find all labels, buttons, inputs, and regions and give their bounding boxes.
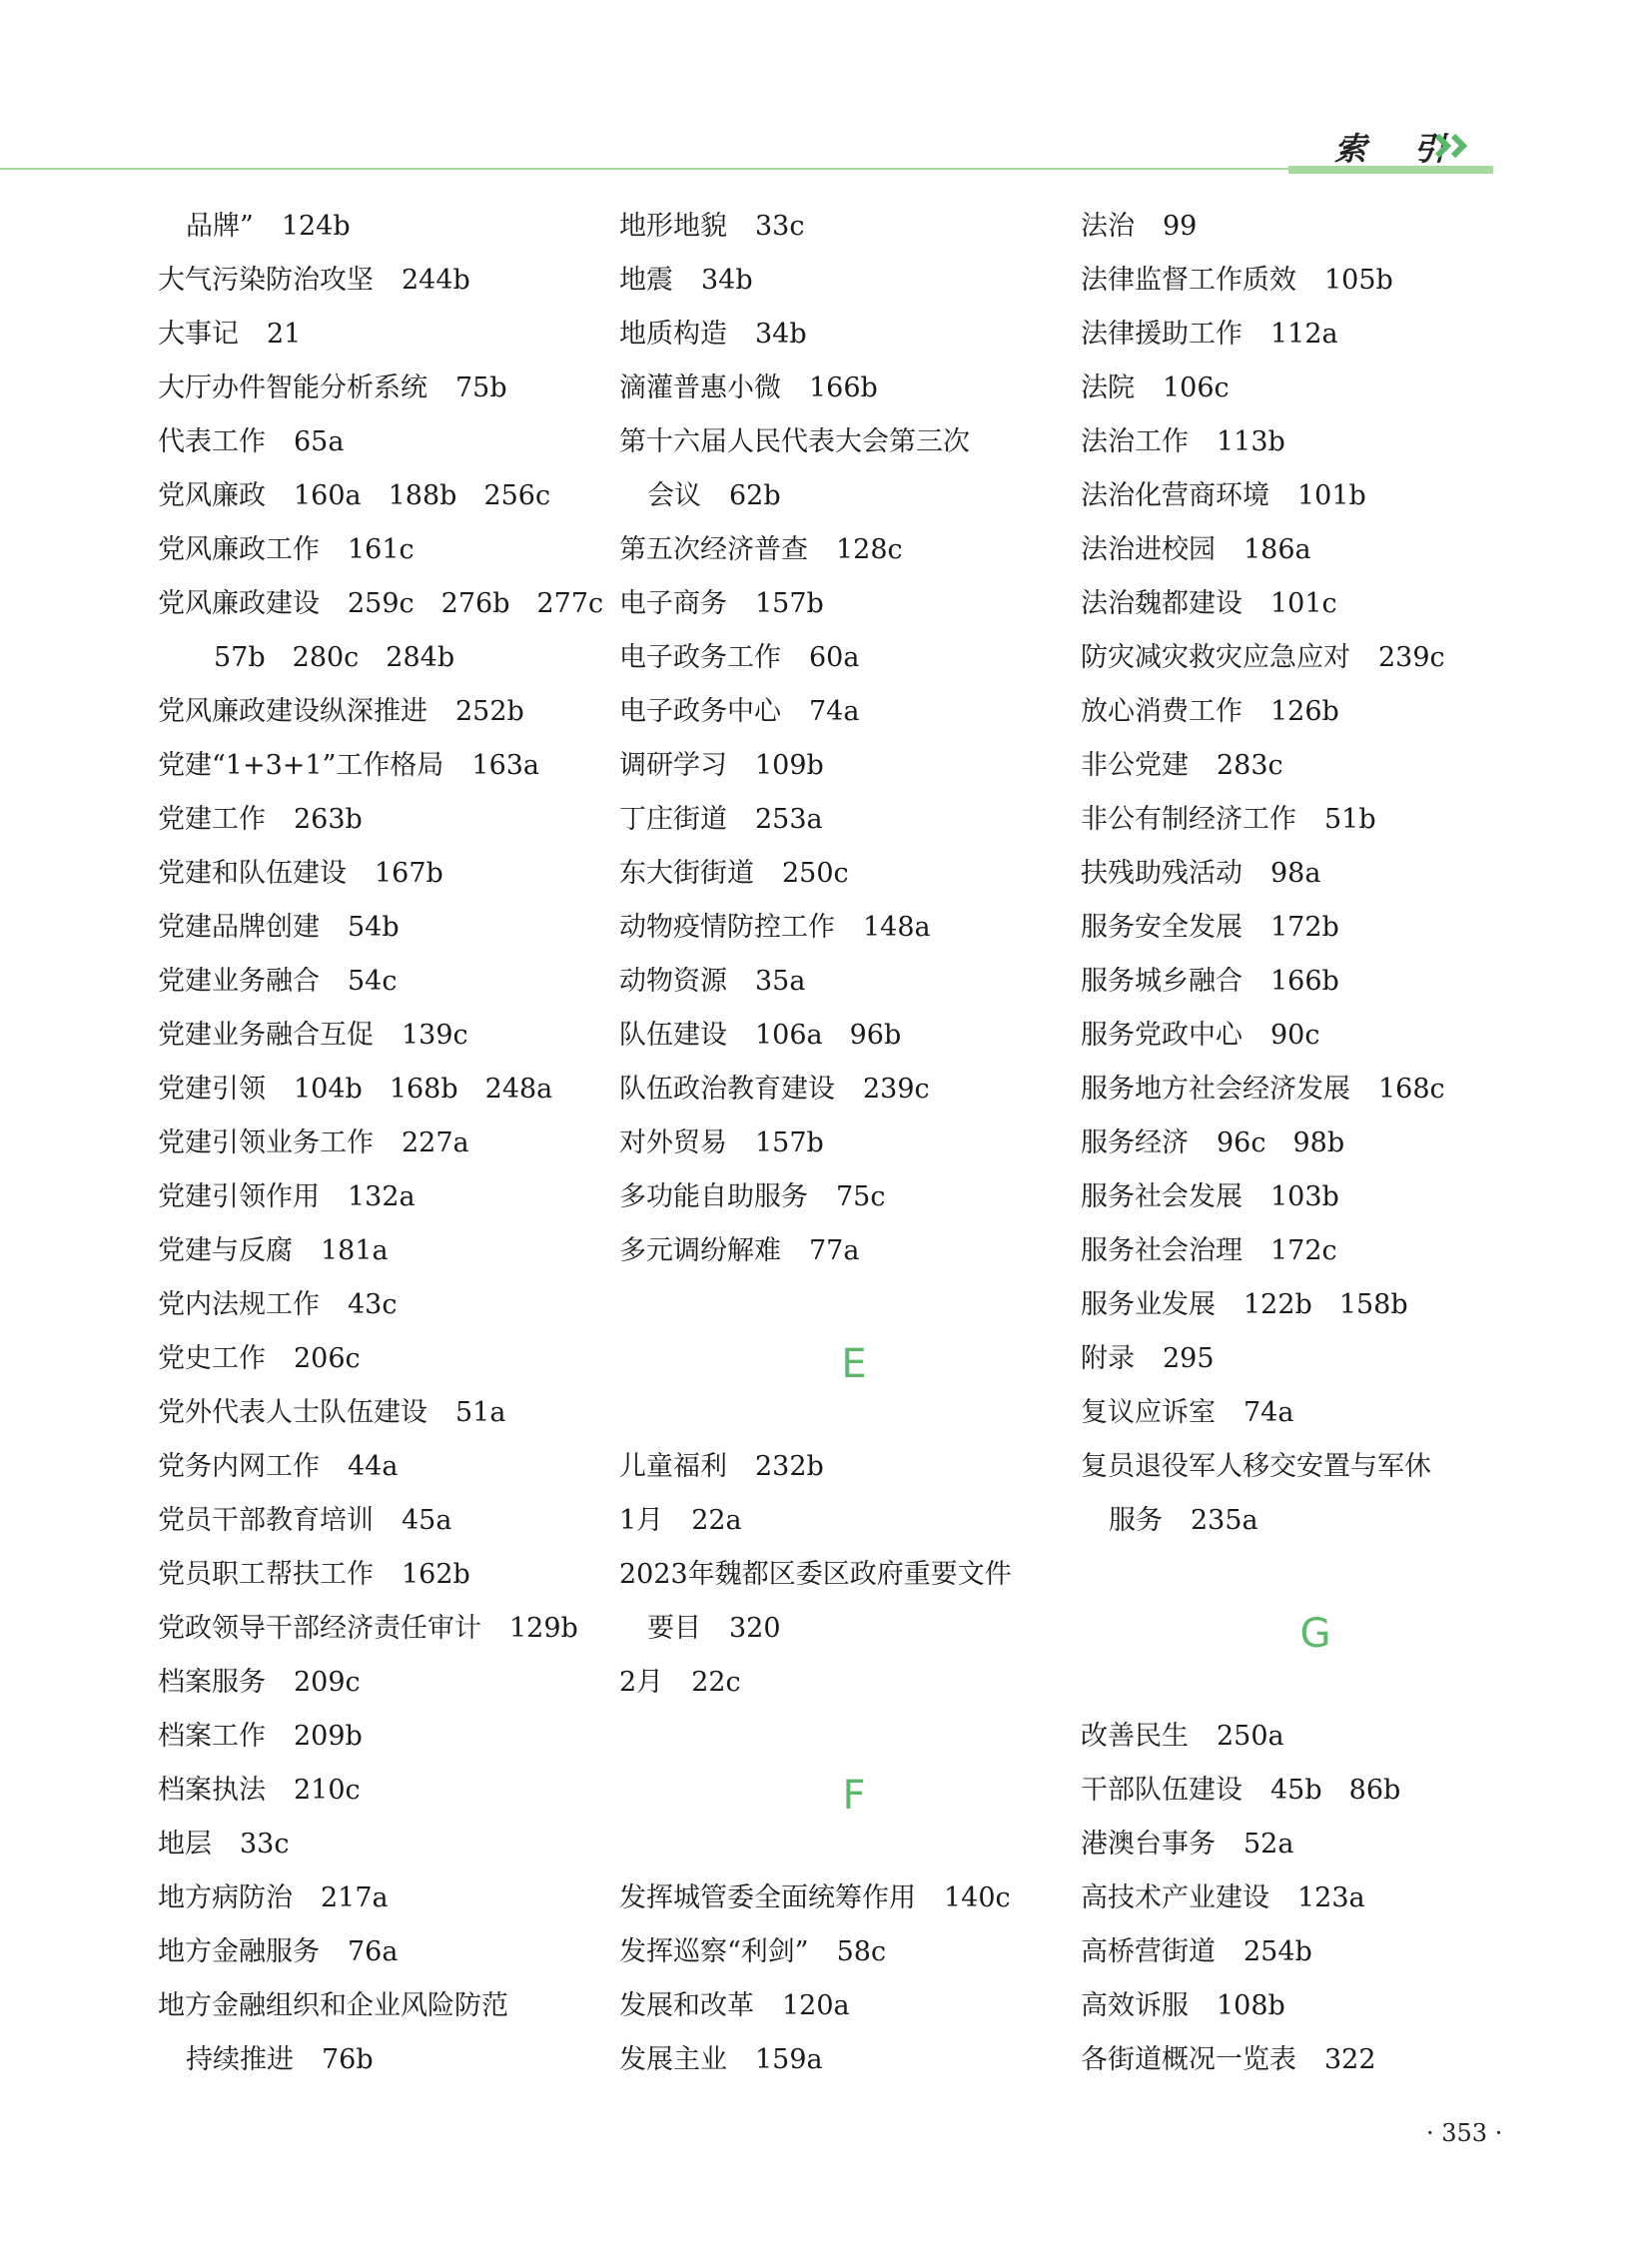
index-entry	[1081, 798, 1550, 852]
index-term: 地方金融组织和企业风险防范	[158, 1990, 508, 2021]
index-entry	[1081, 420, 1550, 474]
index-entry	[1081, 744, 1550, 798]
index-term: 大厅办件智能分析系统	[158, 373, 427, 403]
index-entry	[619, 744, 1089, 798]
index-entry	[158, 474, 627, 528]
index-term: 发挥城管委全面统筹作用	[619, 1882, 916, 1913]
index-entry	[158, 1769, 627, 1823]
index-pages: 172c	[1270, 1235, 1337, 1266]
index-entry	[1081, 1068, 1550, 1121]
index-pages: 239c	[1378, 642, 1445, 673]
index-entry	[1081, 1823, 1550, 1876]
index-pages: 132a	[348, 1181, 415, 1212]
index-entry	[158, 1876, 627, 1930]
index-term: 高桥营街道	[1081, 1936, 1216, 1967]
index-pages: 283c	[1217, 750, 1283, 781]
index-pages: 21	[267, 319, 302, 350]
header-rule	[0, 168, 1293, 170]
index-pages: 99	[1163, 211, 1198, 242]
index-pages: 54b	[348, 912, 400, 943]
index-pages: 232b	[755, 1451, 824, 1482]
index-term: 调研学习	[619, 750, 727, 781]
index-entry	[1081, 690, 1550, 744]
index-term: 服务社会发展	[1081, 1181, 1242, 1212]
index-entry	[158, 1661, 627, 1715]
index-pages: 96c 98b	[1217, 1127, 1345, 1158]
index-entry	[1081, 636, 1550, 690]
index-term: 放心消费工作	[1081, 696, 1242, 727]
index-pages: 263b	[294, 804, 363, 835]
index-term: 大事记	[158, 319, 239, 350]
index-term: 党建与反腐	[158, 1235, 293, 1266]
index-pages: 160a 188b 256c	[294, 480, 551, 511]
index-term: 动物疫情防控工作	[619, 912, 835, 943]
index-pages: 259c 276b 277c	[348, 588, 604, 619]
index-pages: 250c	[782, 858, 849, 889]
index-term: 非公有制经济工作	[1081, 804, 1296, 835]
index-term: 服务	[1109, 1505, 1163, 1536]
index-entry	[158, 690, 627, 744]
index-entry	[1081, 474, 1550, 528]
index-entry	[158, 1930, 627, 1984]
index-pages: 124b	[281, 211, 351, 242]
index-entry	[158, 367, 627, 420]
index-pages: 34b	[701, 265, 753, 296]
index-entry	[619, 1930, 1089, 1984]
index-pages: 112a	[1270, 319, 1338, 350]
index-entry	[158, 2038, 627, 2092]
index-term: 档案服务	[158, 1667, 266, 1698]
index-pages: 104b 168b 248a	[294, 1074, 553, 1105]
index-term: 法治	[1081, 211, 1135, 242]
index-entry	[158, 528, 627, 582]
index-entry	[619, 1445, 1089, 1499]
index-entry	[619, 1175, 1089, 1229]
index-term: 地形地貌	[619, 211, 727, 242]
index-term: 儿童福利	[619, 1451, 727, 1482]
spacer	[1081, 1661, 1550, 1715]
index-entry	[1081, 960, 1550, 1014]
index-pages: 90c	[1270, 1020, 1320, 1051]
index-entry	[619, 1229, 1089, 1283]
index-entry	[158, 205, 627, 259]
index-entry	[158, 1283, 627, 1337]
index-term: 动物资源	[619, 966, 727, 997]
index-pages: 209c	[294, 1667, 361, 1698]
index-pages: 162b	[402, 1559, 470, 1590]
index-entry	[619, 1553, 1089, 1607]
index-entry	[158, 1984, 627, 2038]
index-pages: 210c	[294, 1775, 361, 1806]
index-term: 持续推进	[186, 2044, 294, 2075]
index-pages: 122b 158b	[1243, 1289, 1408, 1320]
index-entry	[619, 690, 1089, 744]
index-term: 改善民生	[1081, 1721, 1189, 1752]
index-entry	[619, 528, 1089, 582]
index-entry	[619, 1876, 1089, 1930]
index-entry	[158, 1337, 627, 1391]
page-title: 索 引	[1334, 130, 1464, 168]
index-entry	[619, 906, 1089, 960]
index-entry	[158, 1607, 627, 1661]
index-pages: 148a	[863, 912, 931, 943]
spacer	[619, 1283, 1089, 1337]
index-term: 党建业务融合	[158, 966, 320, 997]
index-entry	[158, 1715, 627, 1769]
index-pages: 101c	[1270, 588, 1337, 619]
index-entry	[1081, 906, 1550, 960]
index-term: 高效诉服	[1081, 1990, 1189, 2021]
index-column-1	[158, 205, 627, 2092]
index-entry	[1081, 1391, 1550, 1445]
index-entry	[619, 636, 1089, 690]
index-entry	[1081, 1175, 1550, 1229]
index-pages: 51b	[1324, 804, 1376, 835]
index-term: 党建业务融合互促	[158, 1020, 374, 1051]
index-pages: 77a	[809, 1235, 860, 1266]
index-pages: 35a	[755, 966, 806, 997]
index-term: 服务党政中心	[1081, 1020, 1242, 1051]
index-term: 代表工作	[158, 426, 266, 457]
index-pages: 98a	[1270, 858, 1321, 889]
index-entry	[619, 2038, 1089, 2092]
index-pages: 105b	[1324, 265, 1393, 296]
index-entry	[1081, 1876, 1550, 1930]
index-term: 法治魏都建设	[1081, 588, 1242, 619]
index-term: 地层	[158, 1829, 212, 1860]
index-term: 法治工作	[1081, 426, 1189, 457]
index-pages: 113b	[1217, 426, 1285, 457]
index-term: 法院	[1081, 373, 1135, 403]
spacer	[619, 1823, 1089, 1876]
index-entry	[619, 1068, 1089, 1121]
index-pages: 320	[729, 1613, 781, 1644]
index-pages: 106c	[1163, 373, 1230, 403]
index-term: 高技术产业建设	[1081, 1882, 1269, 1913]
index-entry	[1081, 1283, 1550, 1337]
index-pages: 45a	[402, 1505, 452, 1536]
index-term: 档案工作	[158, 1721, 266, 1752]
index-term: 会议	[647, 480, 701, 511]
index-pages: 74a	[1243, 1397, 1294, 1428]
index-pages: 62b	[729, 480, 781, 511]
page-number: · 353 ·	[1426, 2119, 1503, 2147]
spacer	[1081, 1553, 1550, 1607]
index-pages: 140c	[944, 1882, 1011, 1913]
index-entry	[1081, 259, 1550, 313]
index-entry	[619, 313, 1089, 367]
index-term: 党风廉政建设纵深推进	[158, 696, 427, 727]
index-term: 法律援助工作	[1081, 319, 1242, 350]
index-entry	[158, 1175, 627, 1229]
index-pages: 103b	[1270, 1181, 1339, 1212]
index-term: 队伍建设	[619, 1020, 727, 1051]
index-term: 党务内网工作	[158, 1451, 320, 1482]
index-entry	[158, 798, 627, 852]
index-entry	[1081, 1337, 1550, 1391]
index-pages: 254b	[1243, 1936, 1312, 1967]
index-pages: 181a	[321, 1235, 389, 1266]
index-pages: 57b 280c 284b	[214, 642, 455, 673]
index-term: 党员干部教育培训	[158, 1505, 374, 1536]
index-term: 要目	[647, 1613, 701, 1644]
index-entry	[619, 960, 1089, 1014]
index-term: 电子政务中心	[619, 696, 781, 727]
index-pages: 22a	[691, 1505, 742, 1536]
index-term: 附录	[1081, 1343, 1135, 1374]
index-term: 2023年魏都区委区政府重要文件	[619, 1559, 1012, 1590]
index-entry	[619, 367, 1089, 420]
index-pages: 101b	[1297, 480, 1366, 511]
index-term: 党建引领	[158, 1074, 266, 1105]
index-pages: 172b	[1270, 912, 1339, 943]
index-entry	[619, 1499, 1089, 1553]
index-entry	[619, 852, 1089, 906]
index-pages: 252b	[455, 696, 524, 727]
index-pages: 217a	[321, 1882, 389, 1913]
index-term: 档案执法	[158, 1775, 266, 1806]
index-entry	[1081, 313, 1550, 367]
index-pages: 157b	[755, 1127, 824, 1158]
index-pages: 76a	[348, 1936, 399, 1967]
index-entry	[1081, 1121, 1550, 1175]
index-term: 党外代表人士队伍建设	[158, 1397, 427, 1428]
index-pages: 33c	[240, 1829, 290, 1860]
index-term: 服务城乡融合	[1081, 966, 1242, 997]
index-pages: 109b	[755, 750, 824, 781]
index-term: 服务地方社会经济发展	[1081, 1074, 1350, 1105]
index-pages: 129b	[509, 1613, 578, 1644]
index-entry	[1081, 1499, 1550, 1553]
index-pages: 51a	[455, 1397, 506, 1428]
index-term: 2月	[619, 1667, 664, 1698]
index-term: 党建“1+3+1”工作格局	[158, 750, 444, 781]
index-term: 法律监督工作质效	[1081, 265, 1296, 296]
index-pages: 163a	[471, 750, 540, 781]
index-column-2	[619, 205, 1089, 2092]
index-pages: 250a	[1217, 1721, 1284, 1752]
index-pages: 123a	[1297, 1882, 1365, 1913]
index-pages: 159a	[755, 2044, 823, 2075]
index-pages: 166b	[1270, 966, 1339, 997]
index-entry	[1081, 852, 1550, 906]
index-entry	[619, 259, 1089, 313]
index-entry	[1081, 205, 1550, 259]
index-term: 发展主业	[619, 2044, 727, 2075]
index-entry	[1081, 1445, 1550, 1499]
index-term: 服务社会治理	[1081, 1235, 1242, 1266]
index-entry	[158, 1553, 627, 1607]
index-pages: 322	[1324, 2044, 1376, 2075]
index-entry	[158, 636, 627, 690]
index-term: 服务业发展	[1081, 1289, 1216, 1320]
index-pages: 74a	[809, 696, 860, 727]
index-term: 1月	[619, 1505, 664, 1536]
index-pages: 44a	[348, 1451, 399, 1482]
index-term: 品牌”	[186, 211, 254, 242]
index-pages: 157b	[755, 588, 824, 619]
index-entry	[619, 1661, 1089, 1715]
index-pages: 106a 96b	[755, 1020, 902, 1051]
index-entry	[1081, 1769, 1550, 1823]
index-term: 电子商务	[619, 588, 727, 619]
index-pages: 22c	[691, 1667, 741, 1698]
index-pages: 45b 86b	[1270, 1775, 1401, 1806]
index-entry	[1081, 1715, 1550, 1769]
index-term: 法治进校园	[1081, 534, 1216, 565]
index-entry	[1081, 1930, 1550, 1984]
index-term: 扶残助残活动	[1081, 858, 1242, 889]
index-entry	[1081, 1984, 1550, 2038]
index-term: 第五次经济普查	[619, 534, 808, 565]
index-term: 党风廉政	[158, 480, 266, 511]
index-entry	[158, 259, 627, 313]
index-term: 服务经济	[1081, 1127, 1189, 1158]
index-entry	[158, 1391, 627, 1445]
index-pages: 75c	[836, 1181, 886, 1212]
index-term: 发挥巡察“利剑”	[619, 1936, 809, 1967]
index-pages: 60a	[809, 642, 860, 673]
index-pages: 54c	[348, 966, 398, 997]
index-term: 地质构造	[619, 319, 727, 350]
index-pages: 206c	[294, 1343, 361, 1374]
index-pages: 168c	[1378, 1074, 1445, 1105]
index-pages: 295	[1163, 1343, 1215, 1374]
double-chevron-icon	[1433, 132, 1473, 160]
index-entry	[619, 1607, 1089, 1661]
index-entry	[1081, 367, 1550, 420]
index-term: 党建引领作用	[158, 1181, 320, 1212]
spacer	[619, 1715, 1089, 1769]
index-term: 队伍政治教育建设	[619, 1074, 835, 1105]
index-entry	[619, 205, 1089, 259]
index-term: 港澳台事务	[1081, 1829, 1216, 1860]
index-pages: 161c	[348, 534, 414, 565]
index-entry	[158, 906, 627, 960]
index-pages: 65a	[294, 426, 345, 457]
index-pages: 167b	[375, 858, 443, 889]
index-pages: 166b	[809, 373, 878, 403]
index-term: 丁庄街道	[619, 804, 727, 835]
index-entry	[1081, 528, 1550, 582]
index-pages: 235a	[1191, 1505, 1258, 1536]
index-pages: 186a	[1243, 534, 1311, 565]
index-term: 非公党建	[1081, 750, 1189, 781]
index-term: 发展和改革	[619, 1990, 754, 2021]
index-term: 大气污染防治攻坚	[158, 265, 374, 296]
index-term: 党员职工帮扶工作	[158, 1559, 374, 1590]
index-entry	[619, 798, 1089, 852]
index-term: 各街道概况一览表	[1081, 2044, 1296, 2075]
index-entry	[619, 1984, 1089, 2038]
index-term: 电子政务工作	[619, 642, 781, 673]
index-pages: 244b	[402, 265, 470, 296]
index-entry	[619, 420, 1089, 474]
index-entry	[158, 1499, 627, 1553]
index-entry	[1081, 582, 1550, 636]
index-entry	[158, 582, 627, 636]
index-entry	[158, 420, 627, 474]
index-pages: 209b	[294, 1721, 363, 1752]
index-pages: 139c	[402, 1020, 468, 1051]
index-entry	[619, 474, 1089, 528]
index-entry	[158, 313, 627, 367]
index-entry	[158, 1823, 627, 1876]
index-entry	[158, 744, 627, 798]
index-entry	[158, 852, 627, 906]
index-term: 党政领导干部经济责任审计	[158, 1613, 481, 1644]
index-term: 党内法规工作	[158, 1289, 320, 1320]
index-term: 党史工作	[158, 1343, 266, 1374]
section-letter: F	[842, 1773, 866, 1819]
index-pages: 76b	[322, 2044, 374, 2075]
index-term: 防灾减灾救灾应急应对	[1081, 642, 1350, 673]
index-term: 党风廉政工作	[158, 534, 320, 565]
index-term: 多元调纷解难	[619, 1235, 781, 1266]
index-entry	[619, 1014, 1089, 1068]
index-term: 地震	[619, 265, 673, 296]
index-term: 复议应诉室	[1081, 1397, 1216, 1428]
spacer	[619, 1391, 1089, 1445]
section-letter: E	[841, 1341, 867, 1387]
index-term: 党建品牌创建	[158, 912, 320, 943]
index-pages: 128c	[836, 534, 903, 565]
index-pages: 34b	[755, 319, 807, 350]
index-pages: 126b	[1270, 696, 1339, 727]
index-term: 党建工作	[158, 804, 266, 835]
index-term: 服务安全发展	[1081, 912, 1242, 943]
index-column-3	[1081, 205, 1550, 2092]
index-term: 滴灌普惠小微	[619, 373, 781, 403]
index-pages: 253a	[755, 804, 823, 835]
index-entry	[619, 582, 1089, 636]
index-term: 党建和队伍建设	[158, 858, 347, 889]
index-term: 东大街街道	[619, 858, 754, 889]
index-pages: 227a	[402, 1127, 469, 1158]
index-term: 第十六届人民代表大会第三次	[619, 426, 970, 457]
index-entry	[1081, 1014, 1550, 1068]
index-pages: 33c	[755, 211, 805, 242]
index-term: 多功能自助服务	[619, 1181, 808, 1212]
index-pages: 52a	[1243, 1829, 1294, 1860]
index-entry	[158, 1445, 627, 1499]
index-entry	[1081, 1229, 1550, 1283]
index-pages: 108b	[1217, 1990, 1285, 2021]
index-term: 对外贸易	[619, 1127, 727, 1158]
index-term: 干部队伍建设	[1081, 1775, 1242, 1806]
index-entry	[1081, 2038, 1550, 2092]
index-entry	[158, 1121, 627, 1175]
index-pages: 43c	[348, 1289, 398, 1320]
index-term: 法治化营商环境	[1081, 480, 1269, 511]
index-term: 地方金融服务	[158, 1936, 320, 1967]
index-term: 党建引领业务工作	[158, 1127, 374, 1158]
index-term: 地方病防治	[158, 1882, 293, 1913]
index-entry	[158, 1014, 627, 1068]
index-entry	[158, 960, 627, 1014]
index-term: 复员退役军人移交安置与军休	[1081, 1451, 1431, 1482]
index-entry	[619, 1121, 1089, 1175]
index-pages: 239c	[863, 1074, 930, 1105]
index-pages: 120a	[782, 1990, 850, 2021]
index-pages: 75b	[455, 373, 507, 403]
index-entry	[158, 1068, 627, 1121]
section-letter: G	[1299, 1611, 1331, 1657]
index-pages: 58c	[836, 1936, 887, 1967]
index-term: 党风廉政建设	[158, 588, 320, 619]
index-entry	[158, 1229, 627, 1283]
